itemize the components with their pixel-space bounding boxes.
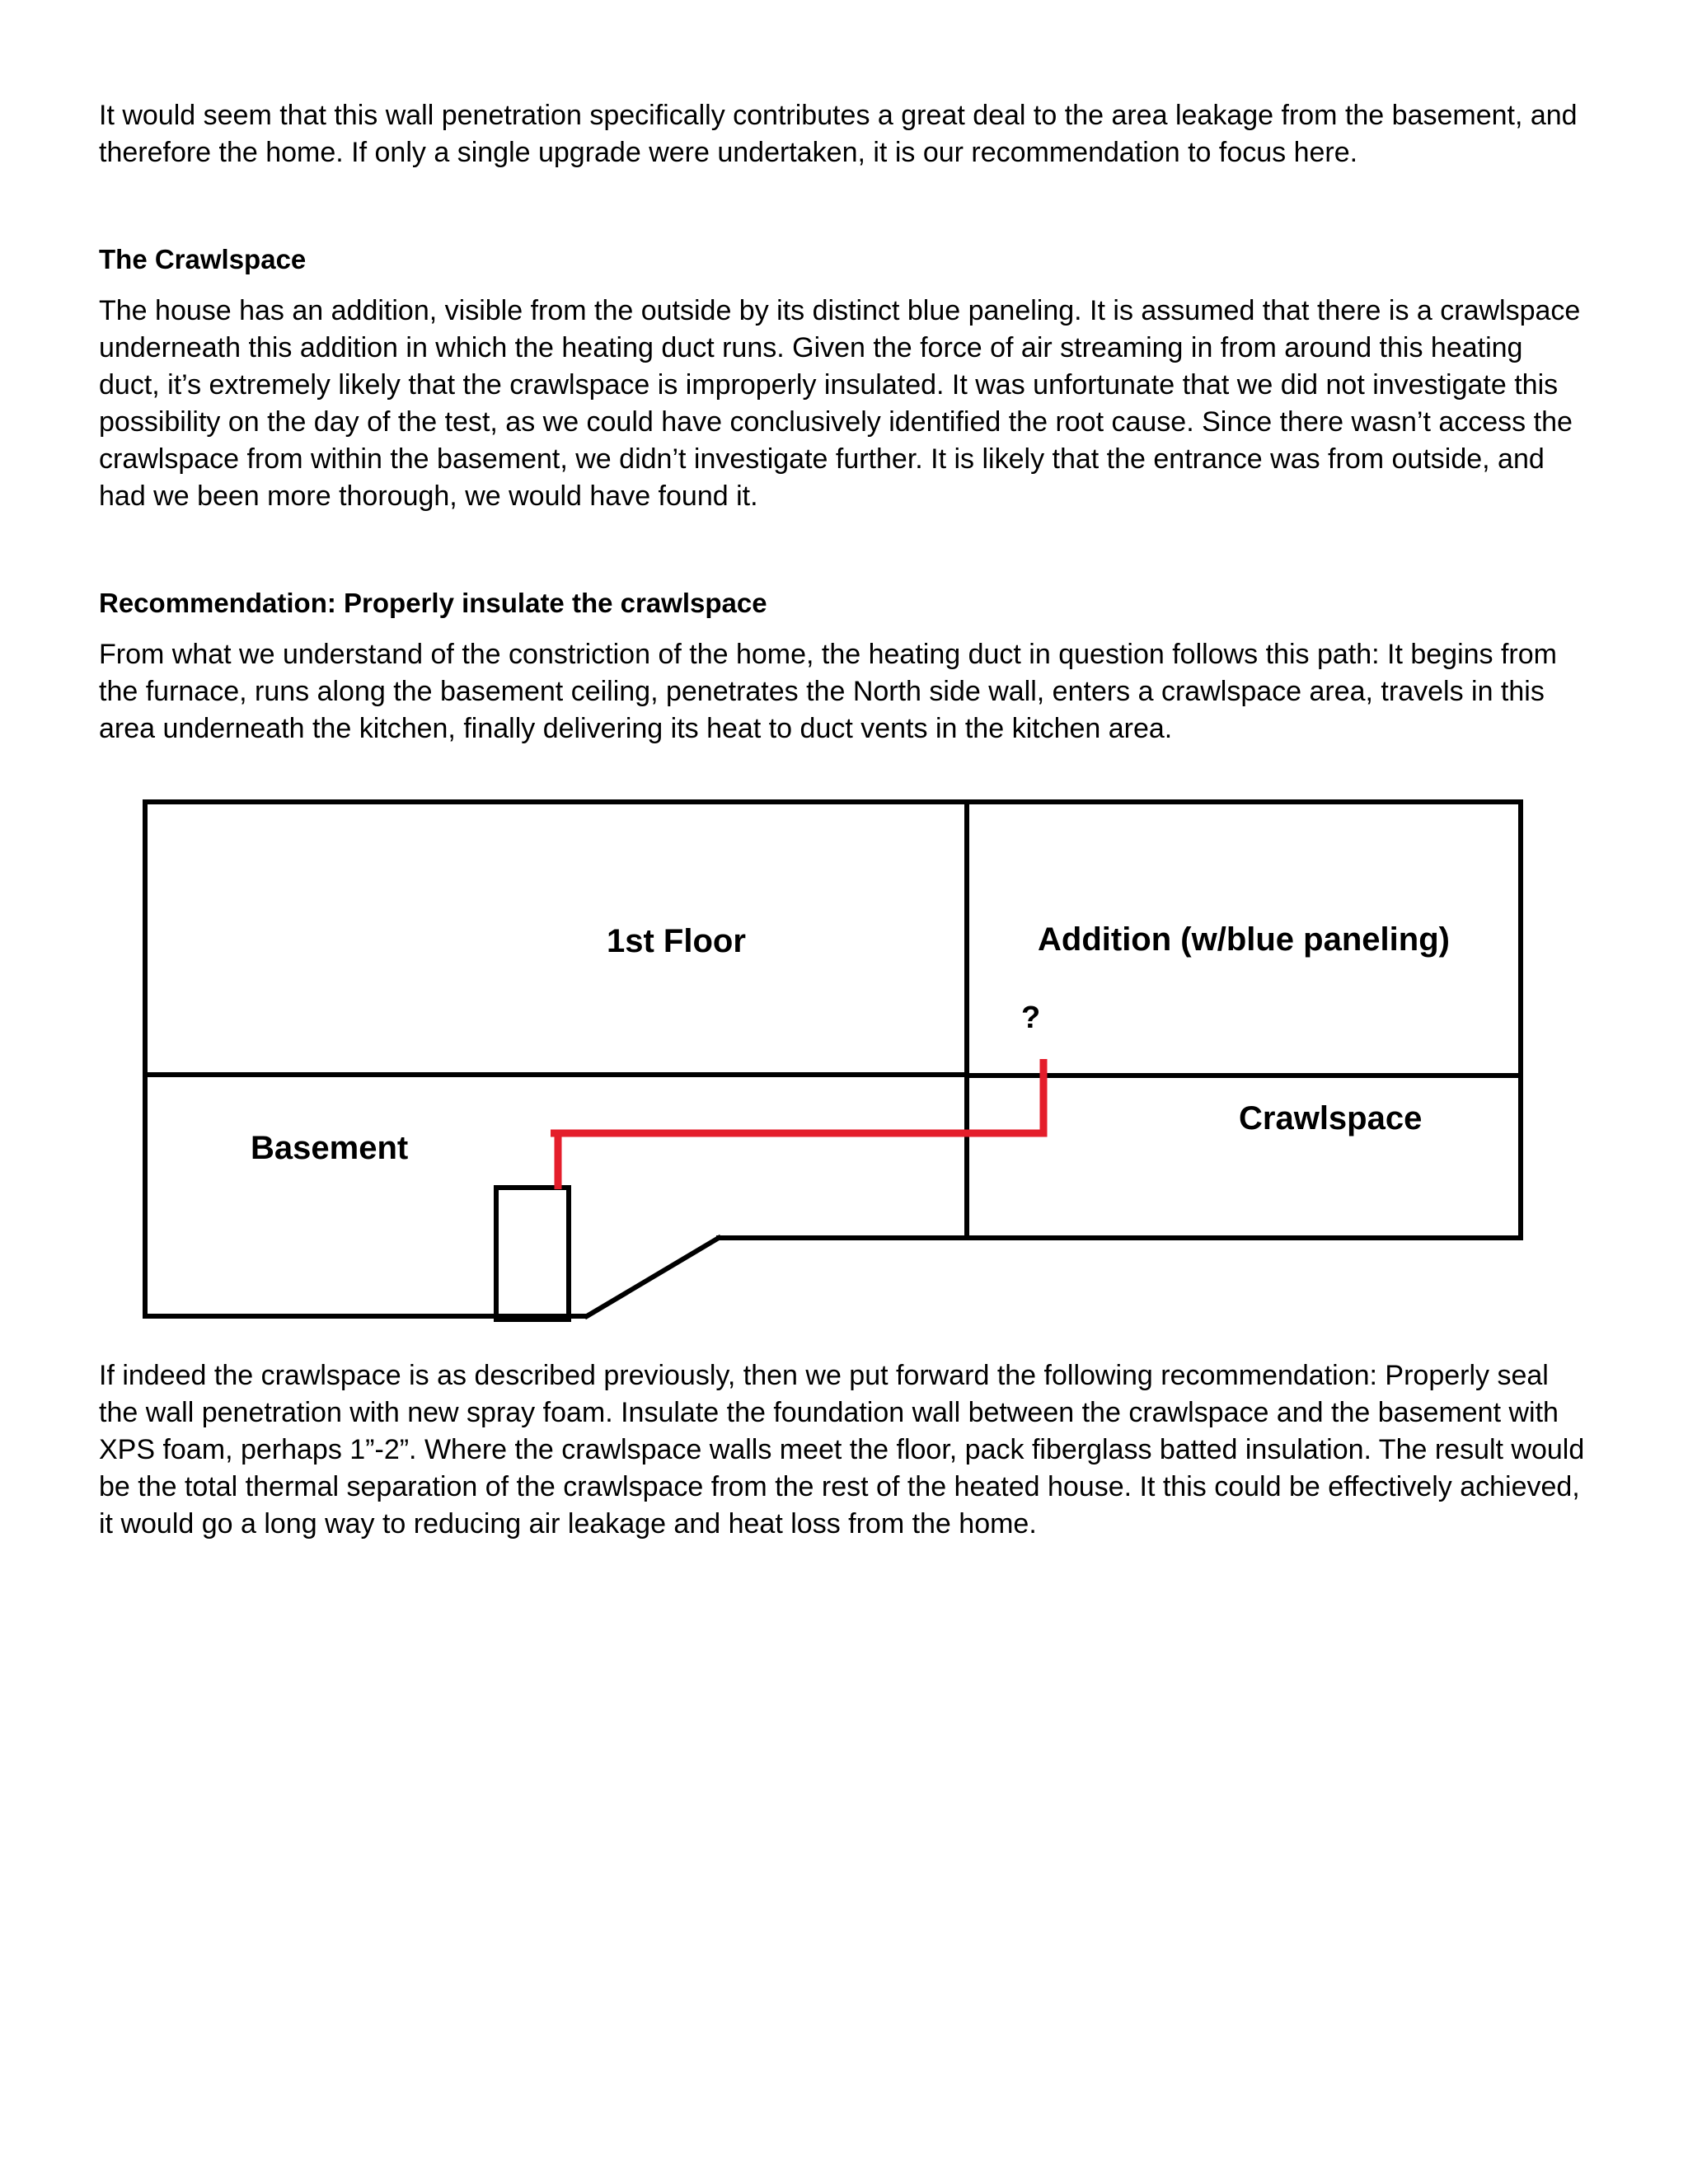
unknown-entry-marker: ? bbox=[1021, 1001, 1041, 1035]
recommendation-heading: Recommendation: Properly insulate the crawlspace bbox=[99, 588, 767, 618]
house-cross-section-diagram bbox=[99, 748, 1591, 1357]
diagram-outline bbox=[145, 802, 1521, 1319]
sloped-foundation bbox=[587, 1238, 719, 1316]
heating-duct-path bbox=[558, 1059, 1043, 1189]
crawlspace-label: Crawlspace bbox=[1239, 1100, 1423, 1137]
diagram-svg bbox=[99, 748, 1591, 1357]
addition-label: Addition (w/blue paneling) bbox=[1038, 921, 1450, 958]
basement-label: Basement bbox=[251, 1130, 409, 1166]
duct-path-paragraph: From what we understand of the constriction of the home, the heating duct in question follows this path: It begins from the furnace, runs along the basement ceiling, penetrates the North side wall, enters a crawlspace area, travels in this area underneath the kitchen, finally delivering its heat to duct vents in the kitchen area. bbox=[99, 639, 1557, 744]
furnace-box bbox=[496, 1188, 569, 1319]
intro-paragraph: It would seem that this wall penetration specifically contributes a great deal to the area leakage from the basement, and therefore the home. If only a single upgrade were undertaken, it is our recommendation to focus here. bbox=[99, 100, 1578, 168]
crawlspace-paragraph: The house has an addition, visible from the outside by its distinct blue paneling. It is assumed that there is a crawlspace underneath this addition in which the heating duct runs. Given the force of air streaming in from around this heating duct, it’s extremely likely that the crawlspace is improperly insulated. It was unfortunate that we did not investigate this possibility on the day of the test, as we could have conclusively identified the root cause. Since there wasn’t access the crawlspace from within the basement, we didn’t investigate further. It is likely that the entrance was from outside, and had we been more thorough, we would have found it. bbox=[99, 295, 1581, 512]
document-page bbox=[99, 97, 1591, 1543]
first-floor-label: 1st Floor bbox=[607, 923, 746, 959]
conclusion-paragraph: If indeed the crawlspace is as described previously, then we put forward the following recommendation: Properly seal the wall penetration with new spray foam. Insulate the foundation wall between the crawlspace and the basement with XPS foam, perhaps 1”-2”. Where the crawlspace walls meet the floor, pack fiberglass batted insulation. The result would be the total thermal separation of the crawlspace from the rest of the heated house. It this could be effectively achieved, it would go a long way to reducing air leakage and heat loss from the home. bbox=[99, 1360, 1585, 1540]
crawlspace-heading: The Crawlspace bbox=[99, 244, 307, 274]
